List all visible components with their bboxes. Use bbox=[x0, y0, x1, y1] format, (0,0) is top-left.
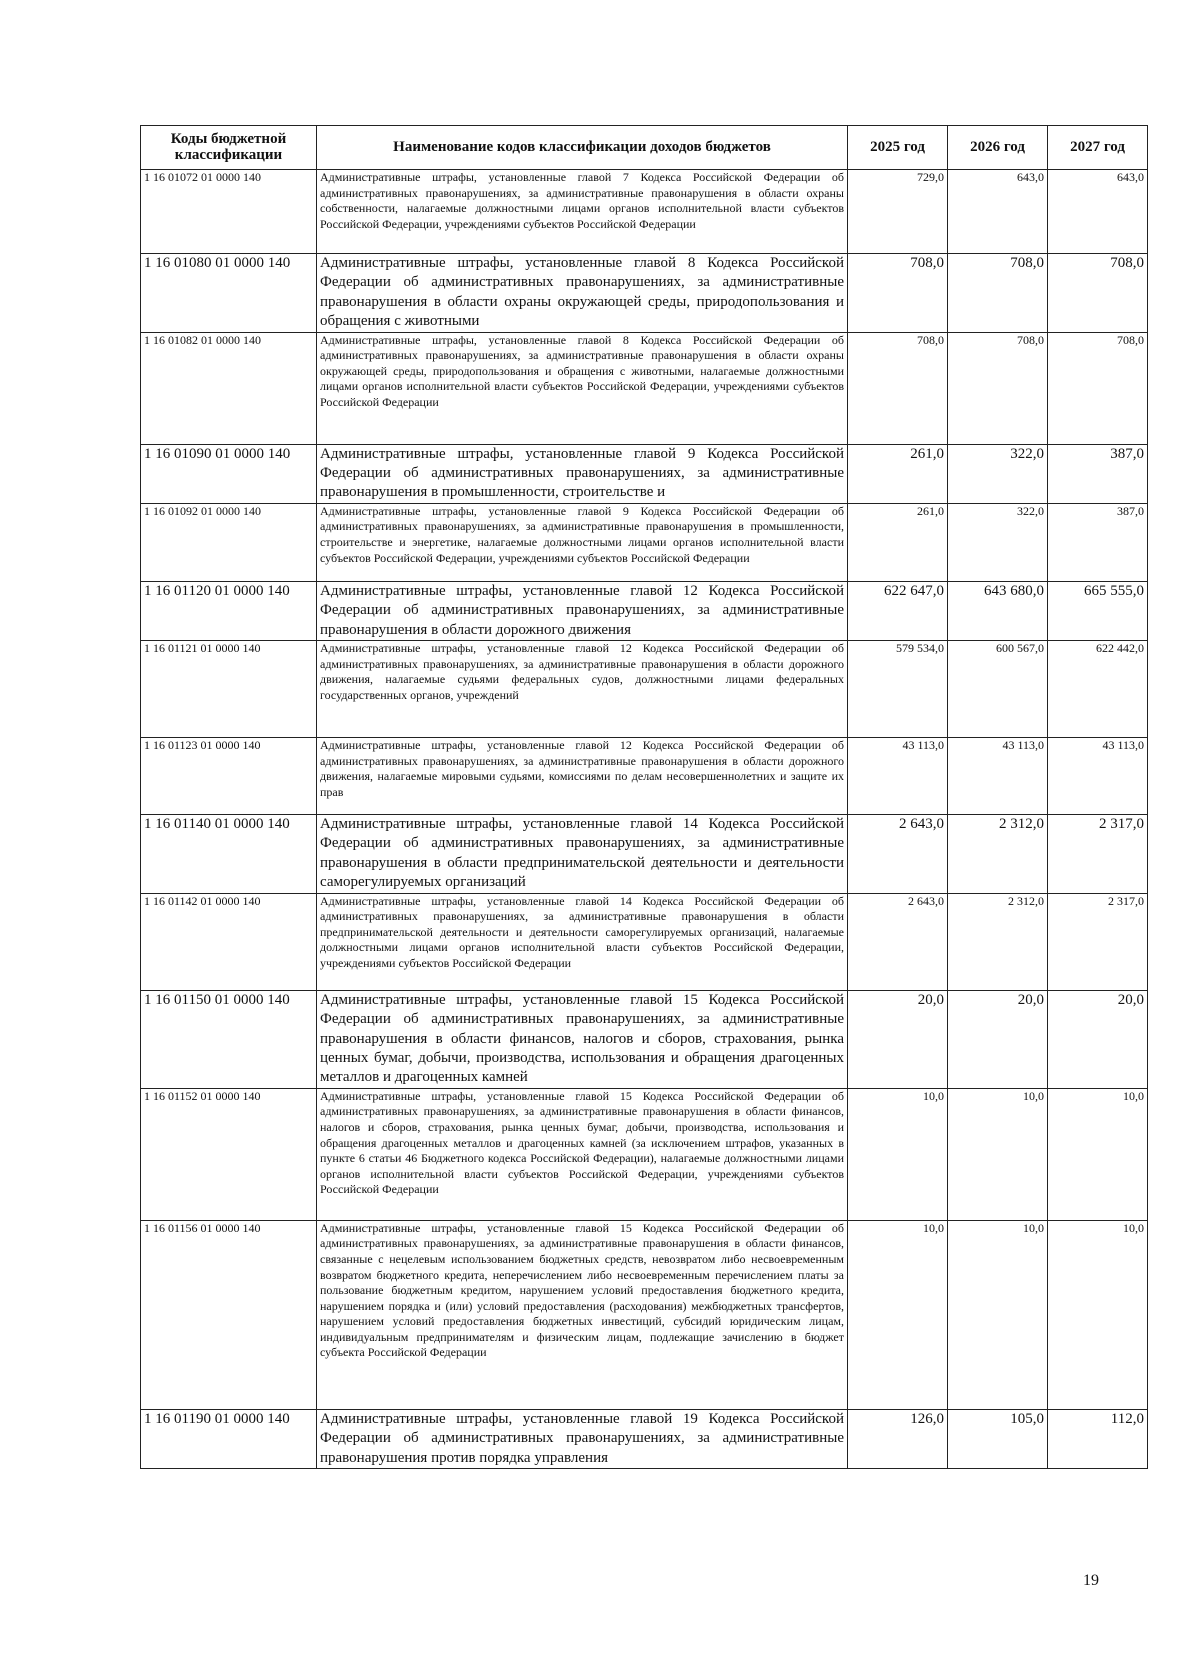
value-2025-cell: 708,0 bbox=[848, 332, 948, 444]
header-year-2025: 2025 год bbox=[848, 126, 948, 170]
value-2025-cell: 10,0 bbox=[848, 1088, 948, 1220]
table-row bbox=[141, 503, 1148, 581]
table-header-row bbox=[141, 126, 1148, 170]
code-name-cell: Административные штрафы, установленные главой 9 Кодекса Российской Федерации об административных правонарушениях, за административные правонарушения в промышленности, строительстве и энергетике, налагаемые должностными лицами органов исполнительной власти субъектов Российской Федерации, учреждениями субъектов Российской Федерации bbox=[317, 503, 848, 581]
table-row bbox=[141, 332, 1148, 444]
value-2025-cell: 10,0 bbox=[848, 1220, 948, 1409]
table-row bbox=[141, 641, 1148, 738]
value-2026-cell: 322,0 bbox=[948, 444, 1048, 503]
value-2025-cell: 43 113,0 bbox=[848, 738, 948, 815]
value-2027-cell: 665 555,0 bbox=[1048, 581, 1148, 640]
value-2027-cell: 10,0 bbox=[1048, 1220, 1148, 1409]
code-name-cell: Административные штрафы, установленные главой 12 Кодекса Российской Федерации об административных правонарушениях, за административные правонарушения в области дорожного движения bbox=[317, 581, 848, 640]
budget-code-cell: 1 16 01121 01 0000 140 bbox=[141, 641, 317, 738]
value-2025-cell: 20,0 bbox=[848, 990, 948, 1088]
code-name-cell: Административные штрафы, установленные главой 8 Кодекса Российской Федерации об административных правонарушениях, за административные правонарушения в области охраны окружающей среды, природопользования и обращения с животными bbox=[317, 254, 848, 333]
value-2026-cell: 643 680,0 bbox=[948, 581, 1048, 640]
budget-code-cell: 1 16 01142 01 0000 140 bbox=[141, 893, 317, 990]
table-row bbox=[141, 581, 1148, 640]
value-2025-cell: 261,0 bbox=[848, 444, 948, 503]
table-row bbox=[141, 990, 1148, 1088]
budget-code-cell: 1 16 01140 01 0000 140 bbox=[141, 815, 317, 894]
table-row bbox=[141, 893, 1148, 990]
table-body bbox=[141, 170, 1148, 1469]
code-name-cell: Административные штрафы, установленные главой 12 Кодекса Российской Федерации об административных правонарушениях, за административные правонарушения в области дорожного движения, налагаемые судьями федеральных судов, должностными лицами федеральных государственных органов, учреждений bbox=[317, 641, 848, 738]
table-row bbox=[141, 815, 1148, 894]
value-2027-cell: 2 317,0 bbox=[1048, 893, 1148, 990]
table-row bbox=[141, 1409, 1148, 1468]
value-2027-cell: 643,0 bbox=[1048, 170, 1148, 254]
page-number: 19 bbox=[1083, 1572, 1099, 1589]
table-row bbox=[141, 444, 1148, 503]
value-2026-cell: 10,0 bbox=[948, 1220, 1048, 1409]
value-2026-cell: 708,0 bbox=[948, 332, 1048, 444]
budget-code-cell: 1 16 01092 01 0000 140 bbox=[141, 503, 317, 581]
value-2025-cell: 579 534,0 bbox=[848, 641, 948, 738]
value-2026-cell: 20,0 bbox=[948, 990, 1048, 1088]
code-name-cell: Административные штрафы, установленные главой 7 Кодекса Российской Федерации об административных правонарушениях, за административные правонарушения в области охраны собственности, налагаемые должностными лицами органов исполнительной власти субъектов Российской Федерации, учреждениями субъектов Российской Федерации bbox=[317, 170, 848, 254]
value-2027-cell: 708,0 bbox=[1048, 254, 1148, 333]
value-2026-cell: 708,0 bbox=[948, 254, 1048, 333]
value-2027-cell: 10,0 bbox=[1048, 1088, 1148, 1220]
header-year-2026: 2026 год bbox=[948, 126, 1048, 170]
budget-code-cell: 1 16 01156 01 0000 140 bbox=[141, 1220, 317, 1409]
budget-code-cell: 1 16 01090 01 0000 140 bbox=[141, 444, 317, 503]
code-name-cell: Административные штрафы, установленные главой 15 Кодекса Российской Федерации об административных правонарушениях, за административные правонарушения в области финансов, связанные с нецелевым использованием бюджетных средств, невозвратом либо несвоевременным возвратом бюджетного кредита, неперечислением либо несвоевременным перечислением платы за пользование бюджетным кредитом, нарушением условий предоставления бюджетного кредита, нарушением порядка и (или) условий предоставления (расходования) межбюджетных трансфертов, нарушением условий предоставления бюджетных инвестиций, субсидий юридическим лицам, индивидуальным предпринимателям и физическим лицам, подлежащие зачислению в бюджет субъекта Российской Федерации bbox=[317, 1220, 848, 1409]
value-2025-cell: 729,0 bbox=[848, 170, 948, 254]
budget-code-cell: 1 16 01080 01 0000 140 bbox=[141, 254, 317, 333]
budget-code-cell: 1 16 01120 01 0000 140 bbox=[141, 581, 317, 640]
header-year-2027: 2027 год bbox=[1048, 126, 1148, 170]
budget-code-cell: 1 16 01072 01 0000 140 bbox=[141, 170, 317, 254]
header-budget-code: Коды бюджетной классификации bbox=[141, 126, 317, 170]
code-name-cell: Административные штрафы, установленные главой 9 Кодекса Российской Федерации об административных правонарушениях, за административные правонарушения в промышленности, строительстве и bbox=[317, 444, 848, 503]
table-row bbox=[141, 738, 1148, 815]
value-2026-cell: 105,0 bbox=[948, 1409, 1048, 1468]
budget-code-cell: 1 16 01123 01 0000 140 bbox=[141, 738, 317, 815]
code-name-cell: Административные штрафы, установленные главой 14 Кодекса Российской Федерации об административных правонарушениях, за административные правонарушения в области предпринимательской деятельности и деятельности саморегулируемых организаций, налагаемые должностными лицами органов исполнительной власти субъектов Российской Федерации, учреждениями субъектов Российской Федерации bbox=[317, 893, 848, 990]
budget-code-cell: 1 16 01190 01 0000 140 bbox=[141, 1409, 317, 1468]
table-row bbox=[141, 1088, 1148, 1220]
value-2025-cell: 2 643,0 bbox=[848, 893, 948, 990]
value-2025-cell: 261,0 bbox=[848, 503, 948, 581]
value-2026-cell: 600 567,0 bbox=[948, 641, 1048, 738]
code-name-cell: Административные штрафы, установленные главой 19 Кодекса Российской Федерации об административных правонарушениях, за административные правонарушения против порядка управления bbox=[317, 1409, 848, 1468]
value-2027-cell: 622 442,0 bbox=[1048, 641, 1148, 738]
budget-code-cell: 1 16 01152 01 0000 140 bbox=[141, 1088, 317, 1220]
value-2026-cell: 2 312,0 bbox=[948, 815, 1048, 894]
value-2027-cell: 43 113,0 bbox=[1048, 738, 1148, 815]
code-name-cell: Административные штрафы, установленные главой 8 Кодекса Российской Федерации об административных правонарушениях, за административные правонарушения в области охраны окружающей среды, природопользования и обращения с животными, налагаемые должностными лицами органов исполнительной власти субъектов Российской Федерации, учреждениями субъектов Российской Федерации bbox=[317, 332, 848, 444]
value-2026-cell: 2 312,0 bbox=[948, 893, 1048, 990]
code-name-cell: Административные штрафы, установленные главой 14 Кодекса Российской Федерации об административных правонарушениях, за административные правонарушения в области предпринимательской деятельности и деятельности саморегулируемых организаций bbox=[317, 815, 848, 894]
budget-code-cell: 1 16 01082 01 0000 140 bbox=[141, 332, 317, 444]
value-2027-cell: 20,0 bbox=[1048, 990, 1148, 1088]
code-name-cell: Административные штрафы, установленные главой 15 Кодекса Российской Федерации об административных правонарушениях, за административные правонарушения в области финансов, налогов и сборов, страхования, рынка ценных бумаг, добычи, производства, использования и обращения драгоценных металлов и драгоценных камней bbox=[317, 990, 848, 1088]
revenue-classification-table bbox=[140, 125, 1148, 1469]
value-2027-cell: 2 317,0 bbox=[1048, 815, 1148, 894]
code-name-cell: Административные штрафы, установленные главой 12 Кодекса Российской Федерации об административных правонарушениях, за административные правонарушения в области дорожного движения, налагаемые мировыми судьями, комиссиями по делам несовершеннолетних и защите их прав bbox=[317, 738, 848, 815]
table-row bbox=[141, 254, 1148, 333]
value-2026-cell: 643,0 bbox=[948, 170, 1048, 254]
value-2026-cell: 43 113,0 bbox=[948, 738, 1048, 815]
table-row bbox=[141, 170, 1148, 254]
value-2025-cell: 622 647,0 bbox=[848, 581, 948, 640]
value-2026-cell: 10,0 bbox=[948, 1088, 1048, 1220]
budget-code-cell: 1 16 01150 01 0000 140 bbox=[141, 990, 317, 1088]
table-row bbox=[141, 1220, 1148, 1409]
value-2027-cell: 387,0 bbox=[1048, 503, 1148, 581]
code-name-cell: Административные штрафы, установленные главой 15 Кодекса Российской Федерации об административных правонарушениях, за административные правонарушения в области финансов, налогов и сборов, страхования, рынка ценных бумаг, добычи, производства, использования и обращения драгоценных металлов и драгоценных камней (за исключением штрафов, указанных в пункте 6 статьи 46 Бюджетного кодекса Российской Федерации), налагаемые должностными лицами органов исполнительной власти субъектов Российской Федерации, учреждениями субъектов Российской Федерации bbox=[317, 1088, 848, 1220]
header-code-name: Наименование кодов классификации доходов бюджетов bbox=[317, 126, 848, 170]
value-2025-cell: 2 643,0 bbox=[848, 815, 948, 894]
value-2025-cell: 126,0 bbox=[848, 1409, 948, 1468]
value-2025-cell: 708,0 bbox=[848, 254, 948, 333]
value-2027-cell: 708,0 bbox=[1048, 332, 1148, 444]
value-2026-cell: 322,0 bbox=[948, 503, 1048, 581]
value-2027-cell: 387,0 bbox=[1048, 444, 1148, 503]
value-2027-cell: 112,0 bbox=[1048, 1409, 1148, 1468]
